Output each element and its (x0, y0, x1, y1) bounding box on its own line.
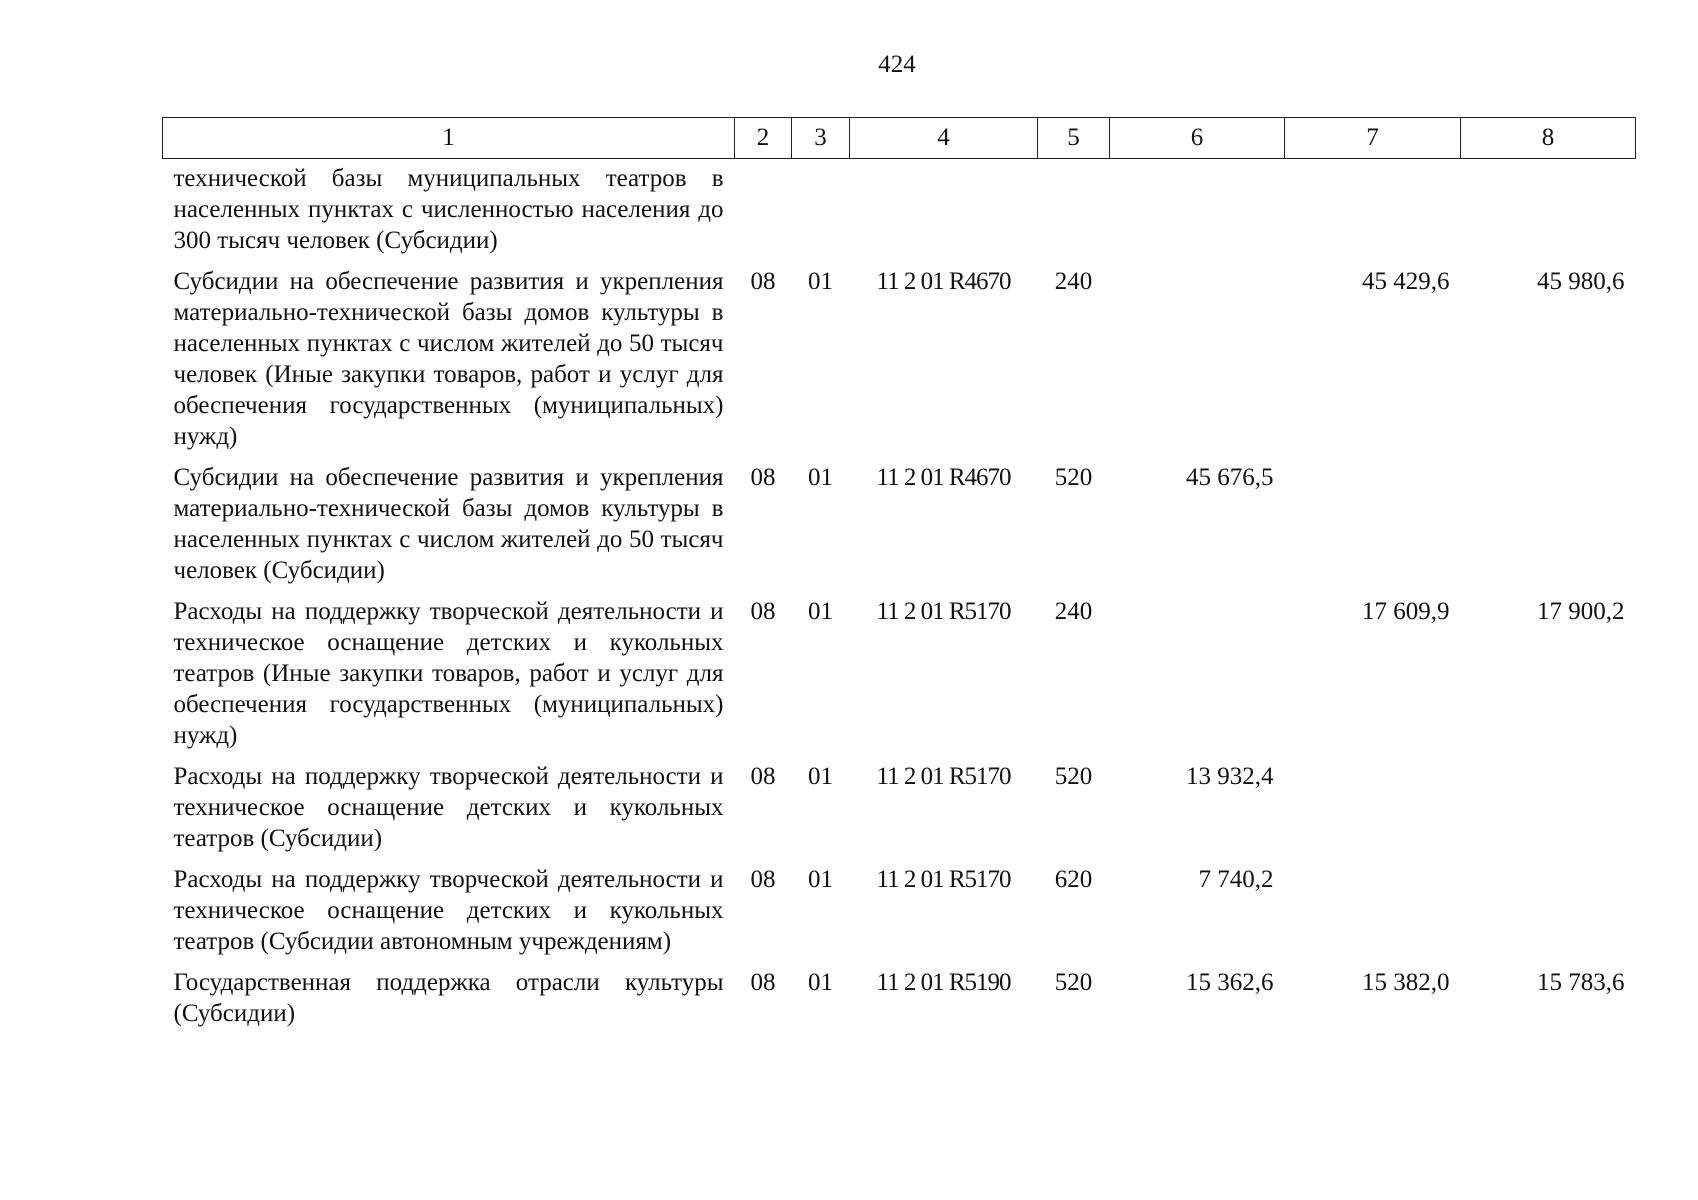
row-expense-type: 240 (1054, 598, 1093, 625)
row-expense-type (1038, 159, 1110, 267)
row-target-article: 11 2 01 R5170 (876, 763, 1011, 790)
row-expense-type: 520 (1054, 464, 1093, 491)
row-section: 08 (750, 464, 776, 491)
header-col-3: 3 (792, 118, 850, 159)
row-subsection: 01 (808, 268, 833, 295)
header-row (163, 118, 1636, 159)
row-section: 08 (750, 969, 776, 996)
row-amount-col7: 17 609,9 (1362, 598, 1450, 625)
row-amount-col6: 45 676,5 (1186, 464, 1274, 491)
row-amount-col7: 15 382,0 (1362, 969, 1450, 996)
header-col-1: 1 (163, 118, 735, 159)
row-section (735, 159, 792, 267)
row-subsection (792, 159, 850, 267)
row-target-article: 11 2 01 R5170 (876, 598, 1011, 625)
row-subsection: 01 (808, 763, 833, 790)
page-number: 424 (878, 51, 916, 78)
table-row (163, 967, 1636, 1039)
table-row (163, 462, 1636, 596)
table-row (163, 266, 1636, 462)
row-description: Расходы на поддержку творческой деятельности и техническое оснащение детских и кукольных театров (Субсидии автономным учреждениям) (173, 866, 724, 955)
row-expense-type: 520 (1054, 763, 1093, 790)
row-amount-col7 (1285, 462, 1461, 596)
header-col-5: 5 (1038, 118, 1110, 159)
row-amount-col6 (1110, 266, 1285, 462)
row-amount-col8: 17 900,2 (1537, 598, 1625, 625)
row-amount-col8 (1461, 159, 1636, 267)
row-description: Субсидии на обеспечение развития и укрепления материально-технической базы домов культуры в населенных пунктах с числом жителей до 50 тысяч человек (Иные закупки товаров, работ и услуг для обеспечения государственных (муниципальных) нужд) (173, 268, 724, 450)
table-body (163, 159, 1636, 1040)
header-col-2: 2 (735, 118, 792, 159)
row-target-article: 11 2 01 R5170 (876, 866, 1011, 893)
row-description: Государственная поддержка отрасли культуры (Субсидии) (173, 969, 724, 1027)
table-header (163, 118, 1636, 159)
row-amount-col7 (1285, 761, 1461, 864)
row-amount-col8 (1461, 864, 1636, 967)
row-target-article: 11 2 01 R4670 (876, 268, 1011, 295)
header-col-8: 8 (1461, 118, 1636, 159)
row-amount-col6 (1110, 596, 1285, 761)
row-expense-type: 240 (1054, 268, 1093, 295)
row-amount-col7 (1285, 159, 1461, 267)
row-amount-col6: 13 932,4 (1186, 763, 1274, 790)
row-section: 08 (750, 598, 776, 625)
header-col-4: 4 (850, 118, 1038, 159)
row-expense-type: 520 (1054, 969, 1093, 996)
row-section: 08 (750, 763, 776, 790)
row-description: технической базы муниципальных театров в населенных пунктах с численностью населения до 300 тысяч человек (Субсидии) (173, 165, 724, 254)
row-amount-col8: 15 783,6 (1537, 969, 1625, 996)
row-amount-col6 (1110, 159, 1285, 267)
row-description: Субсидии на обеспечение развития и укрепления материально-технической базы домов культуры в населенных пунктах с числом жителей до 50 тысяч человек (Субсидии) (173, 464, 724, 584)
row-subsection: 01 (808, 969, 833, 996)
table-row (163, 761, 1636, 864)
row-amount-col6: 7 740,2 (1198, 866, 1274, 893)
row-expense-type: 620 (1054, 866, 1093, 893)
row-amount-col7 (1285, 864, 1461, 967)
budget-table (162, 117, 1636, 1039)
row-subsection: 01 (808, 464, 833, 491)
header-col-7: 7 (1285, 118, 1461, 159)
table-row (163, 864, 1636, 967)
row-section: 08 (750, 268, 776, 295)
row-amount-col8 (1461, 462, 1636, 596)
row-subsection: 01 (808, 598, 833, 625)
row-amount-col8: 45 980,6 (1537, 268, 1625, 295)
row-subsection: 01 (808, 866, 833, 893)
row-description: Расходы на поддержку творческой деятельности и техническое оснащение детских и кукольных театров (Иные закупки товаров, работ и услуг для обеспечения государственных (муниципальных) нужд) (173, 598, 724, 749)
table-row (163, 159, 1636, 267)
row-target-article: 11 2 01 R5190 (876, 969, 1011, 996)
row-amount-col8 (1461, 761, 1636, 864)
row-target-article (850, 159, 1038, 267)
row-section: 08 (750, 866, 776, 893)
row-amount-col7: 45 429,6 (1362, 268, 1450, 295)
row-description: Расходы на поддержку творческой деятельности и техническое оснащение детских и кукольных театров (Субсидии) (173, 763, 724, 852)
row-target-article: 11 2 01 R4670 (876, 464, 1011, 491)
header-col-6: 6 (1110, 118, 1285, 159)
table-row (163, 596, 1636, 761)
row-amount-col6: 15 362,6 (1186, 969, 1274, 996)
